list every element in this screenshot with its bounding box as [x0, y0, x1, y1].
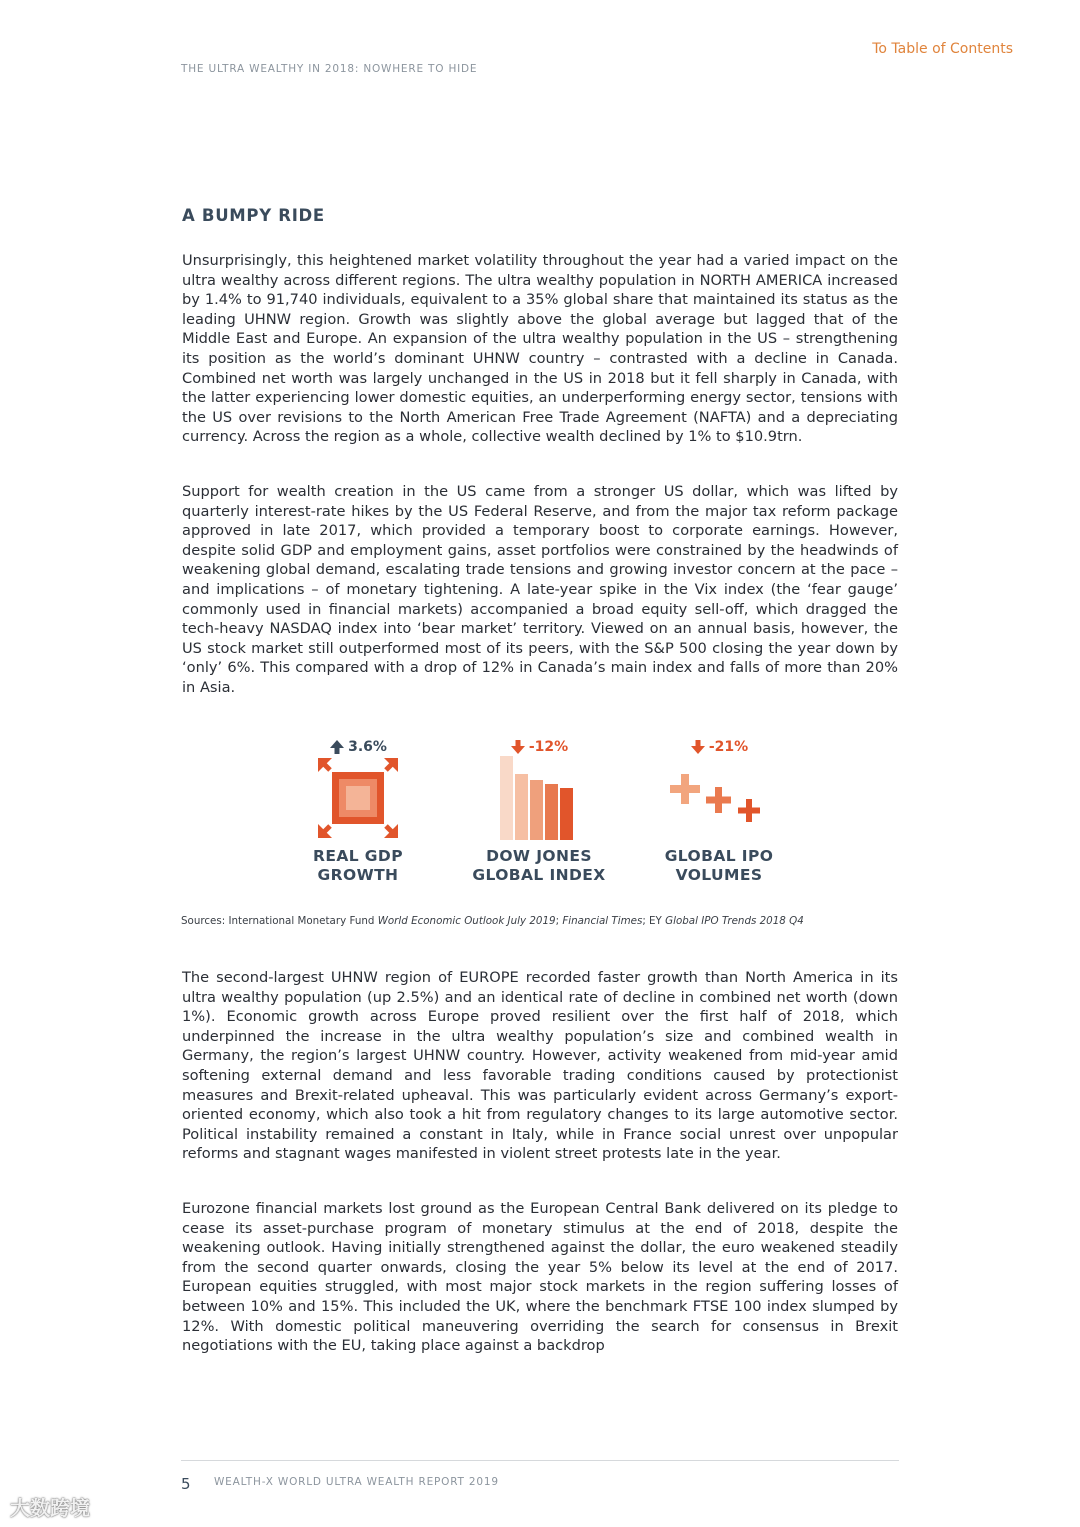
stat-value: 3.6%	[258, 737, 458, 757]
stat-label-line: DOW JONES	[486, 847, 592, 865]
declining-bars-icon	[499, 756, 579, 840]
running-header: THE ULTRA WEALTHY IN 2018: NOWHERE TO HIDE	[181, 63, 478, 75]
stat-label-line: REAL GDP	[313, 847, 403, 865]
body-paragraph: Unsurprisingly, this heightened market volatility throughout the year had a varied impact on the ultra wealthy across different regions. The ultra wealthy population in NORTH AMERICA increased by 1.4% to 91,740 individuals, equivalent to a 35% global share that maintained its status as the leading UHNW region. Growth was slightly above the global average but lagged that of the Middle East and Europe. An expansion of the ultra wealthy population in the US – strengthening its position as the world’s dominant UHNW country – contrasted with a decline in Canada. Combined net worth was largely unchanged in the US in 2018 but it fell sharply in Canada, with the latter experiencing lower domestic equities, an underperforming energy sector, tensions with the US over revisions to the North American Free Trade Agreement (NAFTA) and a depreciating currency. Across the region as a whole, collective wealth declined by 1% to $10.9trn.	[182, 252, 898, 446]
arrow-down-icon	[690, 739, 706, 755]
table-of-contents-link[interactable]: To Table of Contents	[872, 41, 1013, 57]
body-paragraph: Eurozone financial markets lost ground as the European Central Bank delivered on its pledge to cease its asset-purchase program of monetary stimulus at the end of 2018, despite the weakening outlook. Having initially strengthened against the dollar, the euro weakened steadily from the second quarter onwards, closing the year 5% below its level at the end of 2017. European equities struggled, with most major stock markets in the region suffering losses of between 10% and 15%. This included the UK, where the benchmark FTSE 100 index slumped by 12%. With domestic political maneuvering overriding the search for consensus in Brexit negotiations with the EU, taking place against a backdrop	[182, 1200, 898, 1355]
expand-square-icon	[318, 758, 398, 838]
page-number: 5	[181, 1475, 191, 1493]
arrow-up-icon	[329, 739, 345, 755]
stat-value: -21%	[619, 737, 819, 757]
section-title: A BUMPY RIDE	[182, 206, 325, 225]
body-paragraph: Support for wealth creation in the US came from a stronger US dollar, which was lifted by quarterly interest-rate hikes by the US Federal Reserve, and from the major tax reform package approved in late 2017, which provided a temporary boost to corporate earnings. However, despite solid GDP and employment gains, asset portfolios were constrained by the headwinds of weakening global demand, escalating trade tensions and growing investor concern at the pace – and implications – of monetary tightening. A late-year spike in the Vix index (the ‘fear gauge’ commonly used in financial markets) accompanied a broad equity sell-off, which dragged the tech-heavy NASDAQ index into ‘bear market’ territory. Viewed on an annual basis, however, the US stock market still outperformed most of its peers, with the S&P 500 closing the year down by ‘only’ 6%. This compared with a drop of 12% in Canada’s main index and falls of more than 20% in Asia.	[182, 483, 898, 696]
arrow-down-icon	[510, 739, 526, 755]
stat-value: -12%	[439, 737, 639, 757]
footer-report-title: WEALTH-X WORLD ULTRA WEALTH REPORT 2019	[214, 1476, 499, 1488]
stat-label-line: GLOBAL IPO	[664, 847, 774, 865]
stat-label-line: GROWTH	[317, 866, 399, 884]
plus-signs-icon	[669, 768, 769, 828]
watermark: 大数跨境	[10, 1496, 90, 1520]
footer-divider	[181, 1460, 899, 1461]
sources-note: Sources: International Monetary Fund World Economic Outlook July 2019; Financial Times; EY Global IPO Trends 2018 Q4	[181, 915, 804, 927]
stat-label-line: VOLUMES	[675, 866, 763, 884]
stat-dow-jones	[439, 737, 639, 885]
stat-global-ipo	[619, 737, 819, 885]
stat-real-gdp	[258, 737, 458, 885]
stat-label-line: GLOBAL INDEX	[472, 866, 606, 884]
body-paragraph: The second-largest UHNW region of EUROPE recorded faster growth than North America in its ultra wealthy population (up 2.5%) and an identical rate of decline in combined net worth (down 1%). Economic growth across Europe proved resilient over the first half of 2018, which underpinned the increase in the ultra wealthy population’s size and combined wealth in Germany, the region’s largest UHNW country. However, activity weakened from mid-year amid softening external demand and less favorable trading conditions caused by protectionist measures and Brexit-related upheaval. This was particularly evident across Germany’s export-oriented economy, which also took a hit from regulatory changes to its large automotive sector. Political instability remained a constant in Italy, while in France social unrest over unpopular reforms and stagnant wages manifested in violent street protests late in the year.	[182, 969, 898, 1163]
